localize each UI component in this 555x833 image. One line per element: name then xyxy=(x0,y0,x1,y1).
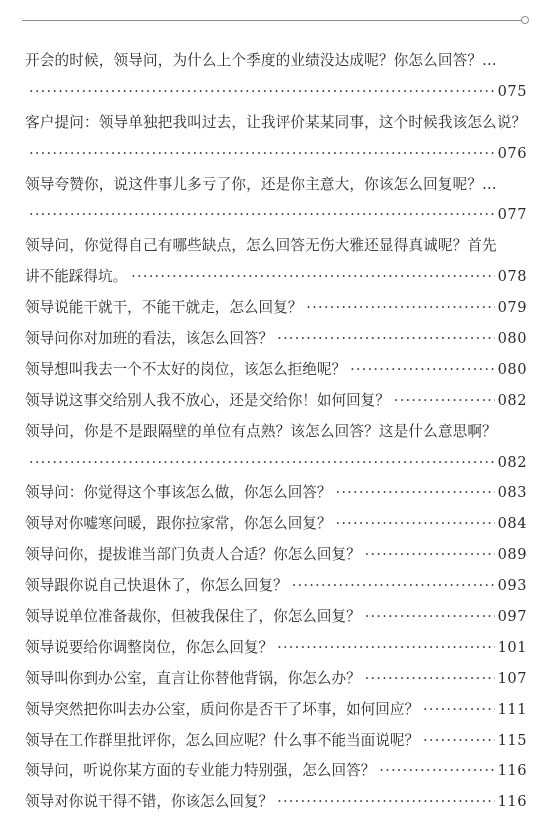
leader-dots xyxy=(277,787,495,818)
toc-entry-leader[interactable] xyxy=(25,293,527,324)
toc-page-number: 101 xyxy=(497,638,527,656)
toc-entry-leader[interactable] xyxy=(25,633,527,664)
toc-entry-text: 领导夸赞你，说这件事儿多亏了你，还是你主意大，你该怎么回复呢？… xyxy=(25,175,497,193)
toc-page-number: 080 xyxy=(497,360,527,378)
toc-entry-text: 领导问，你觉得自己有哪些缺点，怎么回答无伤大雅还显得真诚呢？首先 xyxy=(25,237,497,255)
toc-page-number: 116 xyxy=(497,762,527,780)
leader-dots xyxy=(394,386,495,417)
toc-entry-leader[interactable] xyxy=(25,262,527,293)
toc-entry-leader[interactable] xyxy=(25,139,527,170)
leader-dots xyxy=(306,293,494,324)
toc-entry-leader[interactable] xyxy=(25,695,527,726)
toc-entry-text: 领导说要给你调整岗位，你怎么回复？ xyxy=(25,638,274,656)
toc-entry-leader[interactable] xyxy=(25,726,527,757)
toc-entry-leader[interactable] xyxy=(25,509,527,540)
toc-entry-leader[interactable] xyxy=(25,448,527,479)
leader-dots xyxy=(350,355,495,386)
toc-entry-leader[interactable] xyxy=(25,756,527,787)
toc-entry-line[interactable] xyxy=(25,417,527,448)
toc-entry-leader[interactable] xyxy=(25,602,527,633)
leader-dots xyxy=(365,540,495,571)
toc-entry-text: 领导问，听说你某方面的专业能力特别强，怎么回答？ xyxy=(25,762,376,780)
toc-entry-text: 客户提问：领导单独把我叫过去，让我评价某某同事，这个时候我该怎么说？ xyxy=(25,113,527,131)
toc-page-number: 077 xyxy=(497,206,527,224)
toc-entry-line[interactable] xyxy=(25,46,527,77)
toc-entry-leader[interactable] xyxy=(25,200,527,231)
toc-entry-text: 领导叫你到办公室，直言让你替他背锅，你怎么办？ xyxy=(25,669,361,687)
leader-dots xyxy=(29,77,495,108)
toc-entry-leader[interactable] xyxy=(25,324,527,355)
toc-entry-text: 领导说能干就干，不能干就走，怎么回复？ xyxy=(25,299,303,317)
toc-entry-leader[interactable] xyxy=(25,571,527,602)
toc-page-number: 080 xyxy=(497,330,527,348)
toc-entry-leader[interactable] xyxy=(25,355,527,386)
leader-dots xyxy=(379,756,494,787)
toc-page-number: 089 xyxy=(497,546,527,564)
circle-ornament-icon xyxy=(521,16,529,24)
toc-page-number: 079 xyxy=(497,299,527,317)
toc-entry-leader[interactable] xyxy=(25,540,527,571)
toc-entry-line[interactable] xyxy=(25,231,527,262)
leader-dots xyxy=(292,571,495,602)
toc-page-number: 115 xyxy=(497,731,527,749)
toc-entry-text: 开会的时候，领导问，为什么上个季度的业绩没达成呢？你怎么回答？… xyxy=(25,52,497,69)
top-rule xyxy=(22,20,521,21)
leader-dots xyxy=(29,448,495,479)
toc-page-number: 076 xyxy=(497,144,527,162)
leader-dots xyxy=(423,695,495,726)
toc-entry-text: 领导在工作群里批评你，怎么回应呢？什么事不能当面说呢？ xyxy=(25,731,420,749)
table-of-contents xyxy=(25,46,527,818)
toc-page-number: 075 xyxy=(497,82,527,100)
leader-dots xyxy=(365,664,495,695)
leader-dots xyxy=(423,726,495,757)
leader-dots xyxy=(277,324,495,355)
toc-entry-leader[interactable] xyxy=(25,77,527,108)
toc-page-number: 107 xyxy=(497,669,527,687)
toc-entry-text: 领导问你，提拔谁当部门负责人合适？你怎么回复？ xyxy=(25,546,361,564)
toc-page-number: 082 xyxy=(497,391,527,409)
toc-page-number: 078 xyxy=(497,268,527,286)
toc-entry-text: 领导说这事交给别人我不放心，还是交给你！如何回复？ xyxy=(25,391,390,409)
leader-dots xyxy=(29,200,495,231)
toc-page-number: 084 xyxy=(497,515,527,533)
toc-entry-line[interactable] xyxy=(25,108,527,139)
toc-page-number: 111 xyxy=(497,700,527,718)
toc-entry-text: 领导问，你是不是跟隔壁的单位有点熟？该怎么回答？这是什么意思啊？ xyxy=(25,422,497,440)
toc-entry-text: 领导问你对加班的看法，该怎么回答？ xyxy=(25,330,274,348)
toc-entry-text: 领导跟你说自己快退休了，你怎么回复？ xyxy=(25,577,288,595)
leader-dots xyxy=(335,478,494,509)
toc-entry-text: 领导想叫我去一个不太好的岗位，该怎么拒绝呢？ xyxy=(25,360,347,378)
toc-page-number: 082 xyxy=(497,453,527,471)
leader-dots xyxy=(29,139,495,170)
toc-entry-line[interactable] xyxy=(25,170,527,201)
toc-page-number: 116 xyxy=(497,793,527,811)
toc-entry-leader[interactable] xyxy=(25,478,527,509)
leader-dots xyxy=(131,262,494,293)
toc-entry-text: 领导对你说干得不错，你该怎么回复？ xyxy=(25,793,274,811)
toc-entry-leader[interactable] xyxy=(25,787,527,818)
toc-entry-text: 领导突然把你叫去办公室，质问你是否干了坏事，如何回应？ xyxy=(25,700,420,718)
toc-entry-leader[interactable] xyxy=(25,664,527,695)
leader-dots xyxy=(335,509,494,540)
leader-dots xyxy=(277,633,495,664)
toc-entry-text: 领导问：你觉得这个事该怎么做，你怎么回答？ xyxy=(25,484,332,502)
leader-dots xyxy=(365,602,495,633)
toc-entry-text: 讲不能踩得坑。 xyxy=(25,268,128,286)
toc-entry-leader[interactable] xyxy=(25,386,527,417)
toc-entry-text: 领导说单位准备裁你，但被我保住了，你怎么回复？ xyxy=(25,608,361,626)
toc-page-number: 093 xyxy=(497,577,527,595)
toc-entry-text: 领导对你嘘寒问暖，跟你拉家常，你怎么回复？ xyxy=(25,515,332,533)
toc-page-number: 083 xyxy=(497,484,527,502)
toc-page-number: 097 xyxy=(497,608,527,626)
